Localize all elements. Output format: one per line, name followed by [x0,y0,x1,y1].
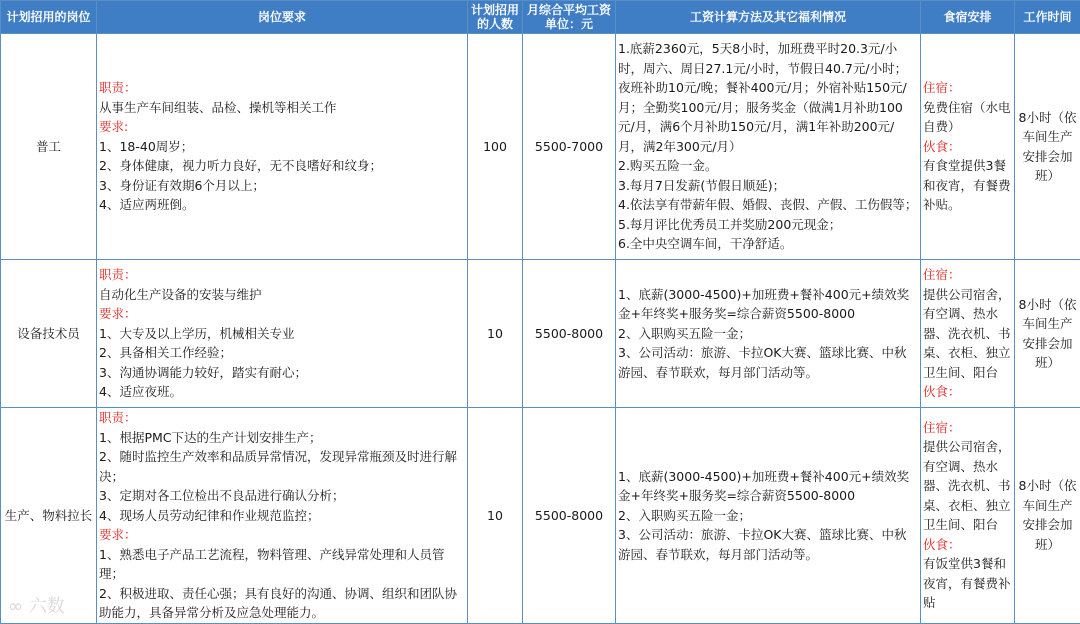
lodging-cell [921,408,1015,624]
header-row [1,1,1080,34]
pay-line: 1、底薪(3000-4500)+加班费+餐补400元+绩效奖金+年终奖+服务奖=综合薪资5500-8000 [618,467,918,506]
watermark-text: 六数 [29,596,65,617]
duty-line: 从事生产车间组装、品检、操机等相关工作 [99,98,465,118]
req-line: 1、18-40周岁； [99,137,465,157]
req-line: 4、适应夜班。 [99,382,465,402]
lodging-text: 免费住宿（水电自费） [923,98,1012,137]
count-cell: 10 [468,260,523,408]
duty-title: 职责： [99,265,465,285]
req-line: 3、沟通协调能力较好，踏实有耐心； [99,363,465,383]
duty-title: 职责： [99,408,465,428]
hours-cell: 8小时（依车间生产安排会加班） [1015,260,1080,408]
req-title: 要求: [99,117,465,137]
req-line: 4、适应两班倒。 [99,195,465,215]
duty-line: 4、现场人员劳动纪律和作业规范监控； [99,506,465,526]
req-line: 1、熟悉电子产品工艺流程，物料管理、产线异常处理和人员管理； [99,545,465,584]
pay-line: 6.全中央空调车间，干净舒适。 [618,234,918,254]
lodging-title: 住宿： [923,265,1012,285]
lodging-title: 住宿： [923,78,1012,98]
requirements-cell [97,408,468,624]
food-title: 伙食： [923,137,1012,157]
count-cell: 100 [468,34,523,260]
count-cell: 10 [468,408,523,624]
pay-line: 3、公司活动：旅游、卡拉OK大赛、篮球比赛、中秋游园、春节联欢，每月部门活动等。 [618,525,918,564]
header-salary: 月综合平均工资单位：元 [523,1,616,34]
lodging-cell [921,34,1015,260]
food-text: 有饭堂供3餐和夜宵，有餐费补贴 [923,554,1012,613]
pay-line: 5.每月评比优秀员工并奖励200元现金； [618,215,918,235]
position-cell: 设备技术员 [1,260,97,408]
pay-line: 4.依法享有带薪年假、婚假、丧假、产假、工伤假等； [618,195,918,215]
duty-line: 自动化生产设备的安装与维护 [99,285,465,305]
pay-line: 3、公司活动：旅游、卡拉OK大赛、篮球比赛、中秋游园、春节联欢，每月部门活动等。 [618,343,918,382]
requirements-cell [97,34,468,260]
watermark-icon: ∞ [8,596,23,617]
requirements-cell [97,260,468,408]
lodging-title: 住宿： [923,418,1012,438]
header-lodging: 食宿安排 [921,1,1015,34]
food-title: 伙食： [923,535,1012,555]
lodging-text: 提供公司宿舍，有空调、热水器、洗衣机、书桌、衣柜、独立卫生间、阳台 [923,285,1012,383]
req-line: 1、大专及以上学历，机械相关专业 [99,324,465,344]
header-requirements: 岗位要求 [97,1,468,34]
table-row [1,34,1080,260]
req-line: 2、积极进取、责任心强；具有良好的沟通、协调、组织和团队协助能力，具备异常分析及应急处理能力。 [99,584,465,623]
food-title: 伙食： [923,382,1012,402]
header-position: 计划招用的岗位 [1,1,97,34]
req-title: 要求： [99,525,465,545]
pay-line: 2、入职购买五险一金； [618,324,918,344]
pay-line: 2.购买五险一金。 [618,156,918,176]
pay-line: 1.底薪2360元，5天8小时，加班费平时20.3元/小时，周六、周日27.1元/小时，节假日40.7元/小时；夜班补助10元/晚；餐补400元/月；外宿补贴150元/月；全勤奖100元/月；服务奖金（做满1月补助100元/月，满6个月补助150元/月，满1年补助200元/月，满2年300元/月） [618,39,918,156]
position-cell: 生产、物料拉长 [1,408,97,624]
position-cell: 普工 [1,34,97,260]
salary-cell: 5500-7000 [523,34,616,260]
hours-cell: 8小时（依车间生产安排会加班） [1015,34,1080,260]
food-text: 有食堂提供3餐和夜宵，有餐费补贴。 [923,156,1012,215]
table-row [1,260,1080,408]
table-row [1,408,1080,624]
duty-line: 2、随时监控生产效率和品质异常情况，发现异常瓶颈及时进行解决； [99,447,465,486]
req-title: 要求： [99,304,465,324]
lodging-cell [921,260,1015,408]
pay-line: 1、底薪(3000-4500)+加班费+餐补400元+绩效奖金+年终奖+服务奖=综合薪资5500-8000 [618,285,918,324]
req-line: 2、具备相关工作经验； [99,343,465,363]
duty-title: 职责： [99,78,465,98]
duty-line: 1、根据PMC下达的生产计划安排生产； [99,428,465,448]
hours-cell: 8小时（依车间生产安排会加班） [1015,408,1080,624]
duty-line: 3、定期对各工位检出不良品进行确认分析； [99,486,465,506]
salary-cell: 5500-8000 [523,408,616,624]
header-hours: 工作时间 [1015,1,1080,34]
header-pay-method: 工资计算方法及其它福利情况 [616,1,921,34]
pay-line: 3.每月7日发薪(节假日顺延)； [618,176,918,196]
pay-cell [616,34,921,260]
req-line: 2、身体健康，视力听力良好，无不良嗜好和纹身； [99,156,465,176]
req-line: 3、身份证有效期6个月以上； [99,176,465,196]
salary-cell: 5500-8000 [523,260,616,408]
lodging-text: 提供公司宿舍，有空调、热水器、洗衣机、书桌、衣柜、独立卫生间、阳台 [923,437,1012,535]
header-count: 计划招用的人数 [468,1,523,34]
pay-cell [616,408,921,624]
watermark-logo [8,592,65,618]
pay-line: 2、入职购买五险一金； [618,506,918,526]
pay-cell [616,260,921,408]
